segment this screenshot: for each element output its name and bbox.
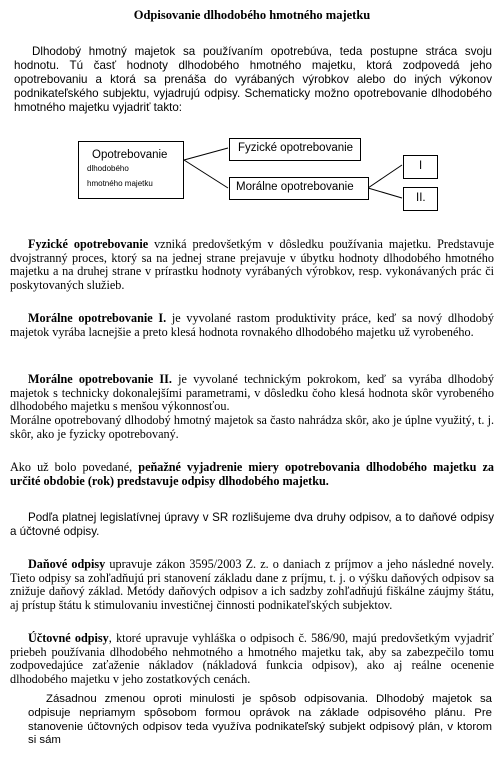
last-paragraph: Zásadnou zmenou oproti minulosti je spôsob odpisovania. Dlhodobý majetok sa odpisuje nepriamym spôsobom formou oprávok na základe odpisového plánu. Pre stanovenie účtovných odpisov teda využíva podnikateľský subjekt odpisový plán, v ktorom si sám	[28, 693, 492, 747]
diagram-moral-label: Morálne opotrebovanie	[236, 181, 354, 193]
moral2-paragraph	[10, 373, 494, 414]
diagram-main-box	[78, 141, 184, 199]
diagram-main-sub2: hmotného majetku	[87, 179, 153, 188]
moral2-paragraph-2: Morálne opotrebovaný dlhodobý hmotný majetok sa často nahrádza skôr, ako je úplne využitý, t. j. skôr, ako je fyzicky opotrebovaný.	[10, 413, 494, 441]
moral1-text: je vyvolané rastom produktivity práce, keď sa nový dlhodobý majetok vyrába lacnejšie a preto klesá hodnota rovnakého dlhodobého majetku už vyrobeného.	[10, 311, 494, 339]
diagram-main-label: Opotrebovanie	[92, 149, 168, 161]
accounting-term: Účtovné odpisy	[28, 631, 109, 645]
summary-bold: peňažné vyjadrenie miery opotrebovania dlhodobého majetku za určité obdobie (rok) predstavuje odpisy dlhodobého majetku.	[10, 460, 495, 488]
page-title: Odpisovanie dlhodobého hmotného majetku	[133, 8, 371, 22]
diagram-roman-1-box	[403, 155, 438, 179]
moral2-term: Morálne opotrebovanie II.	[28, 372, 172, 386]
moral1-paragraph	[10, 312, 494, 339]
diagram-main-sub1: dlhodobého	[87, 164, 129, 173]
tax-text: upravuje zákon 3595/2003 Z. z. o daniach z príjmov a jeho následné novely. Tieto odpisy sa zohľadňujú pri stanovení základu dane z príjmu, t. j. o výšku daňových odpisov sa znižuje daňový základ. Metódy daňových odpisov a ich sadzby zohľadňujú fiškálne záujmy štátu, aj prístup štátu k stimulovaniu investičnej činnosti podnikateľských subjektov.	[10, 557, 494, 612]
physical-paragraph	[10, 238, 494, 292]
diagram-roman-2: II.	[416, 192, 426, 204]
moral2-text: je vyvolané technickým pokrokom, keď sa vyrába dlhodobý majetok s technicky dokonalejšími parametrami, v dôsledku čoho klesá hodnota skôr vyrobeného dlhodobého majetku s menšou výkonnosťou.	[10, 372, 494, 414]
diagram-roman-1: I	[419, 160, 423, 172]
physical-term: Fyzické opotrebovanie	[28, 237, 149, 251]
intro-paragraph: Dlhodobý hmotný majetok sa používaním opotrebúva, teda postupne stráca svoju hodnotu. Tú časť hodnoty dlhodobého hmotného majetku, ktorá zodpovedá jeho opotrebovaniu a ktorá sa prenáša do vyrábaných výrobkov alebo do iných výkonov podnikateľského subjektu, vyjadrujú odpisy. Schematicky možno opotrebovanie dlhodobého hmotného majetku vyjadriť takto:	[14, 45, 492, 114]
accounting-paragraph	[10, 632, 494, 686]
moral1-term: Morálne opotrebovanie I.	[28, 311, 167, 325]
diagram-roman-2-box	[403, 187, 438, 211]
tax-term: Daňové odpisy	[28, 557, 106, 571]
tax-paragraph	[10, 558, 494, 612]
diagram-physical-box	[229, 138, 361, 161]
diagram-physical-label: Fyzické opotrebovanie	[238, 142, 354, 154]
summary-text: Ako už bolo povedané,	[10, 460, 139, 474]
accounting-text: , ktoré upravuje vyhláška o odpisoch č. 586/90, majú predovšetkým vyjadriť priebeh používania dlhodobého nehmotného a hmotného majetku tak, aby sa zabezpečilo tomu zodpovedajúce zaťaženie nákladov (nákladová funkcia odpisov), ako aj reálne ocenenie dlhodobého majetku v jeho zostatkových cenách.	[10, 631, 494, 686]
diagram-moral-box	[229, 177, 369, 200]
summary-paragraph	[10, 461, 494, 488]
physical-text: vzniká predovšetkým v dôsledku používania majetku. Predstavuje dvojstranný proces, ktorý sa na jednej strane prejavuje v úbytku hodnoty dlhodobého hmotného majetku a na druhej strane v prírastku hodnoty vyrábaných výrobkov, resp. vykonávaných prác či poskytovaných služieb.	[10, 237, 495, 292]
two-types-paragraph: Podľa platnej legislatívnej úpravy v SR rozlišujeme dva druhy odpisov, a to daňové odpisy a účtovné odpisy.	[10, 511, 494, 538]
